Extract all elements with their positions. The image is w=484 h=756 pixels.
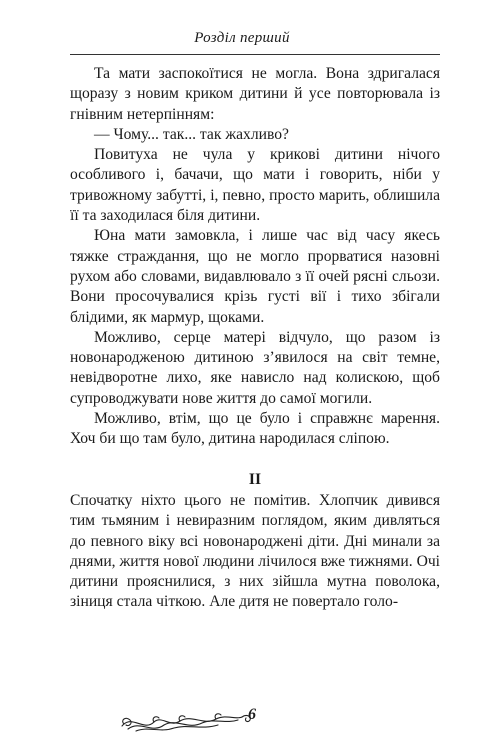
section-number: II <box>248 470 262 488</box>
body-text <box>70 64 440 613</box>
paragraph: Спочатку ніхто цього не помітив. Хлопчик дивився тим тьмяним і невиразним поглядом, яким дивляться до певного віку всі новонароджені діти. Дні минали за днями, життя нової людини лічилося вже тижнями. Очі дитини прояснилися, з них зійшла мутна поволока, зіниця стала чіткою. Але дитя не повертало голо- <box>70 491 440 611</box>
paragraph: Можливо, серце матері відчуло, що разом із новонародженою дитиною з’явилося на світ темне, невідворотне лихо, яке нависло над колискою, щоб супроводжувати нове життя до самої могили. <box>70 328 440 407</box>
running-head: Розділ перший <box>194 30 290 46</box>
paragraph: Та мати заспокоїтися не могла. Вона здригалася щоразу з новим криком дитини й усе повторювала із гнівним нетерпінням: <box>70 65 440 123</box>
paragraph: — Чому... так... так жахливо? <box>94 125 289 143</box>
paragraph: Юна мати замовкла, і лише час від часу якесь тяжке страждання, що не могло прорватися назовні рухом або словами, видавлювало з її очей рясні сльози. Вони просочувалися крізь густі вії і тихо збігали блідими, як мармур, щоками. <box>70 227 440 326</box>
flourish-ornament-icon <box>118 706 303 734</box>
page-number: 6 <box>248 706 256 723</box>
header-rule <box>70 54 440 55</box>
paragraph: Можливо, втім, що це було і справжнє марення. Хоч би що там було, дитина народилася сліпою. <box>70 410 440 448</box>
paragraph: Повитуха не чула у крикові дитини нічого особливого і, бачачи, що мати і говорить, ніби у тривожному забутті, і, певно, просто марить, облишила її та заходилася біля дитини. <box>70 146 440 225</box>
page-footer <box>70 702 440 736</box>
